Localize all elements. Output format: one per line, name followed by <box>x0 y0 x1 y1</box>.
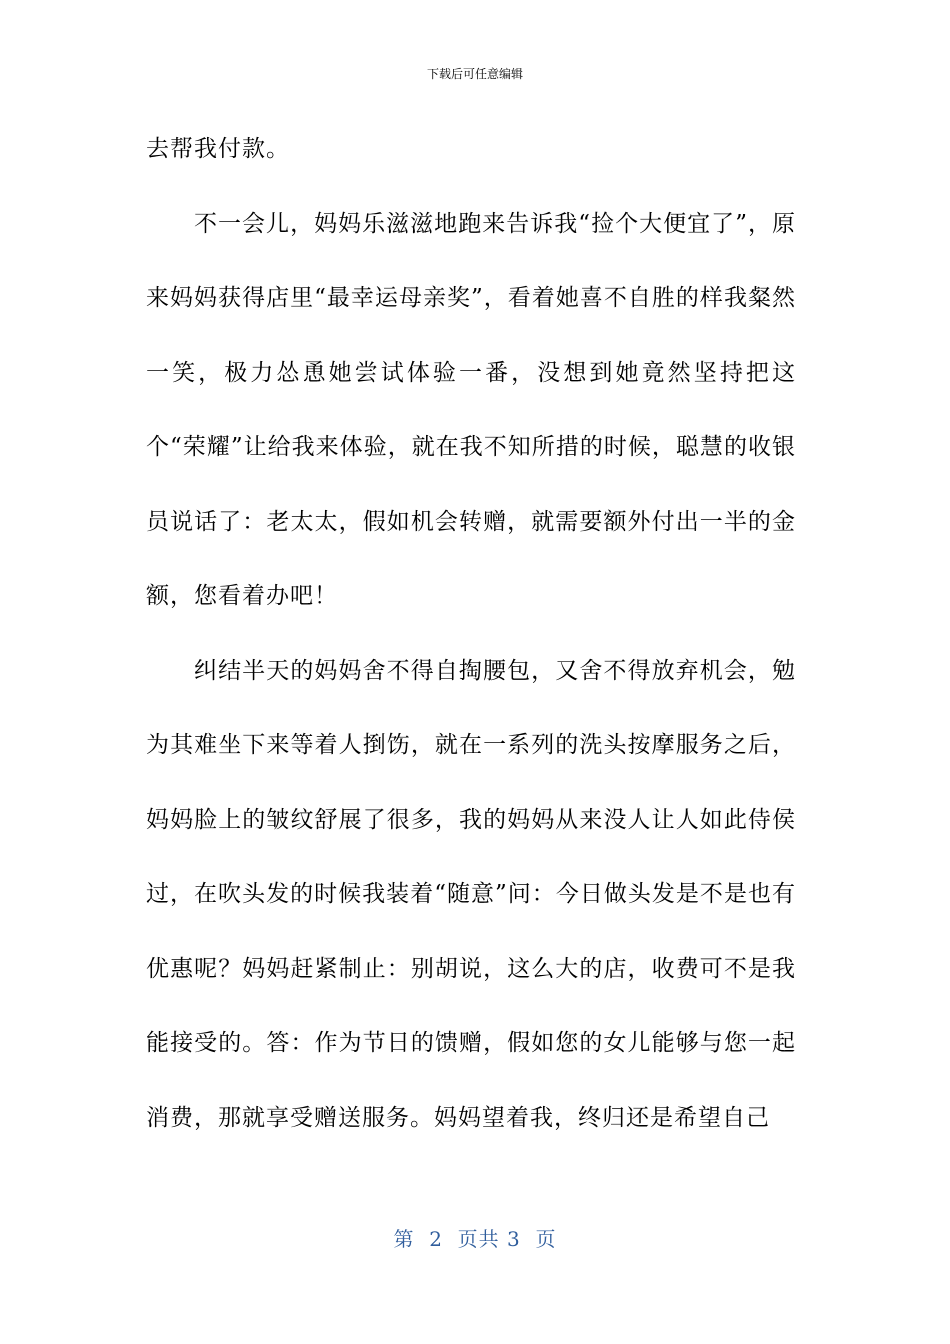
page-number-footer: 第 2 页共 3 页 <box>393 1227 557 1251</box>
paragraph: 不一会儿，妈妈乐滋滋地跑来告诉我“捡个大便宜了”，原来妈妈获得店里“最幸运母亲奖”，看着她喜不自胜的样我粲然一笑，极力怂恿她尝试体验一番，没想到她竟然坚持把这个“荣耀”让给我来体验，就在我不知所措的时候，聪慧的收银员说话了：老太太，假如机会转赠，就需要额外付出一半的金额，您看着办吧！ <box>146 210 796 609</box>
paragraph: 去帮我付款。 <box>146 136 290 162</box>
document-body <box>146 112 796 1155</box>
paragraph: 纠结半天的妈妈舍不得自掏腰包，又舍不得放弃机会，勉为其难坐下来等着人捯饬，就在一系列的洗头按摩服务之后，妈妈脸上的皱纹舒展了很多，我的妈妈从来没人让人如此侍侯过，在吹头发的时候我装着“随意”问：今日做头发是不是也有优惠呢？妈妈赶紧制止：别胡说，这么大的店，收费可不是我能接受的。答：作为节日的馈赠，假如您的女儿能够与您一起消费，那就享受赠送服务。妈妈望着我，终归还是希望自己 <box>146 657 796 1131</box>
page-header: 下载后可任意编辑 <box>426 67 523 81</box>
